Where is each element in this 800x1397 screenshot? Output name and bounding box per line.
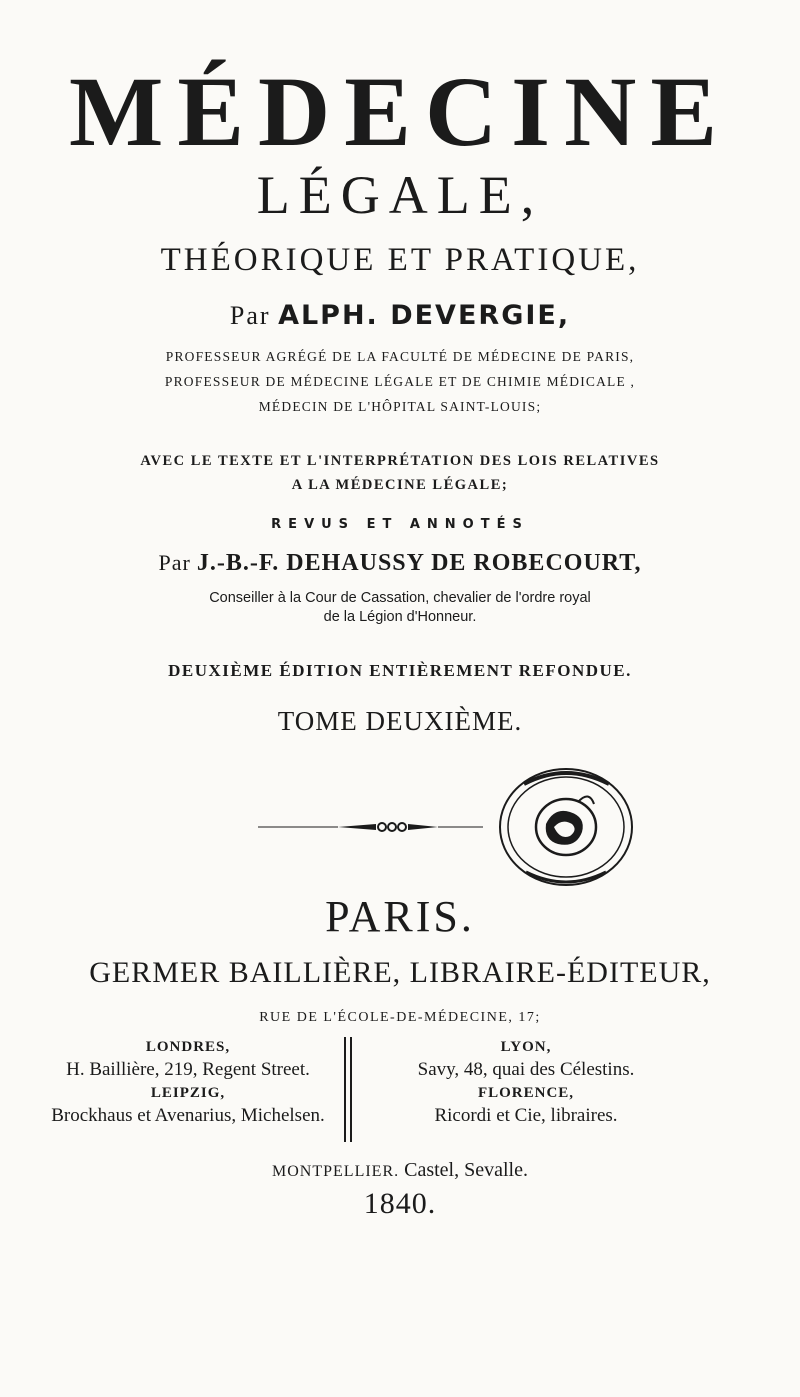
publisher-address: RUE DE L'ÉCOLE-DE-MÉDECINE, 17; (259, 1010, 541, 1025)
book-subtitle-2: THÉORIQUE ET PRATIQUE, (160, 242, 640, 278)
author-name: ALPH. DEVERGIE, (278, 300, 571, 331)
by-label: Par (158, 550, 191, 575)
agents-left-column (38, 1036, 338, 1128)
reviser-name: J.-B.-F. DEHAUSSY DE ROBECOURT, (196, 550, 642, 576)
column-divider (344, 1037, 346, 1142)
reviser-role: de la Légion d'Honneur. (323, 609, 477, 625)
printer-device-icon (494, 762, 639, 892)
montpellier-city: MONTPELLIER. (272, 1163, 400, 1180)
agent-address: Ricordi et Cie, libraires. (434, 1105, 618, 1126)
agent-address: Brockhaus et Avenarius, Michelsen. (51, 1105, 325, 1126)
reviser-role: Conseiller à la Cour de Cassation, chevalier de l'ordre royal (209, 590, 591, 606)
montpellier-publishers: Castel, Sevalle. (404, 1159, 528, 1181)
column-divider (350, 1037, 352, 1142)
content-note: A LA MÉDECINE LÉGALE; (291, 477, 509, 493)
agent-address: Savy, 48, quai des Célestins. (417, 1059, 635, 1080)
volume-line: TOME DEUXIÈME. (277, 706, 523, 736)
imprint-city: PARIS. (325, 892, 475, 941)
agents-right-column (366, 1036, 686, 1128)
author-credential: MÉDECIN DE L'HÔPITAL SAINT-LOUIS; (258, 399, 542, 414)
book-title: MÉDECINE (68, 56, 732, 167)
reviser-byline (0, 551, 800, 575)
revised-note: REVUS ET ANNOTÉS (271, 517, 529, 532)
agent-address: H. Baillière, 219, Regent Street. (66, 1059, 310, 1080)
agent-city: FLORENCE, (477, 1085, 575, 1101)
book-subtitle: LÉGALE, (256, 165, 544, 225)
author-byline (0, 300, 800, 330)
edition-line: DEUXIÈME ÉDITION ENTIÈREMENT REFONDUE. (168, 661, 632, 680)
by-label: Par (229, 301, 271, 330)
content-note: AVEC LE TEXTE ET L'INTERPRÉTATION DES LOIS RELATIVES (140, 453, 660, 469)
publisher-name: GERMER BAILLIÈRE, LIBRAIRE-ÉDITEUR, (89, 956, 711, 989)
agent-city: LEIPZIG, (150, 1085, 226, 1101)
montpellier-line (0, 1159, 800, 1182)
agent-city: LYON, (500, 1039, 552, 1055)
publication-year: 1840. (363, 1187, 437, 1220)
ornament-rule-icon (258, 817, 483, 837)
author-credential: PROFESSEUR AGRÉGÉ DE LA FACULTÉ DE MÉDECINE DE PARIS, (165, 349, 635, 364)
agent-city: LONDRES, (145, 1039, 231, 1055)
author-credential: PROFESSEUR DE MÉDECINE LÉGALE ET DE CHIMIE MÉDICALE , (164, 374, 636, 389)
